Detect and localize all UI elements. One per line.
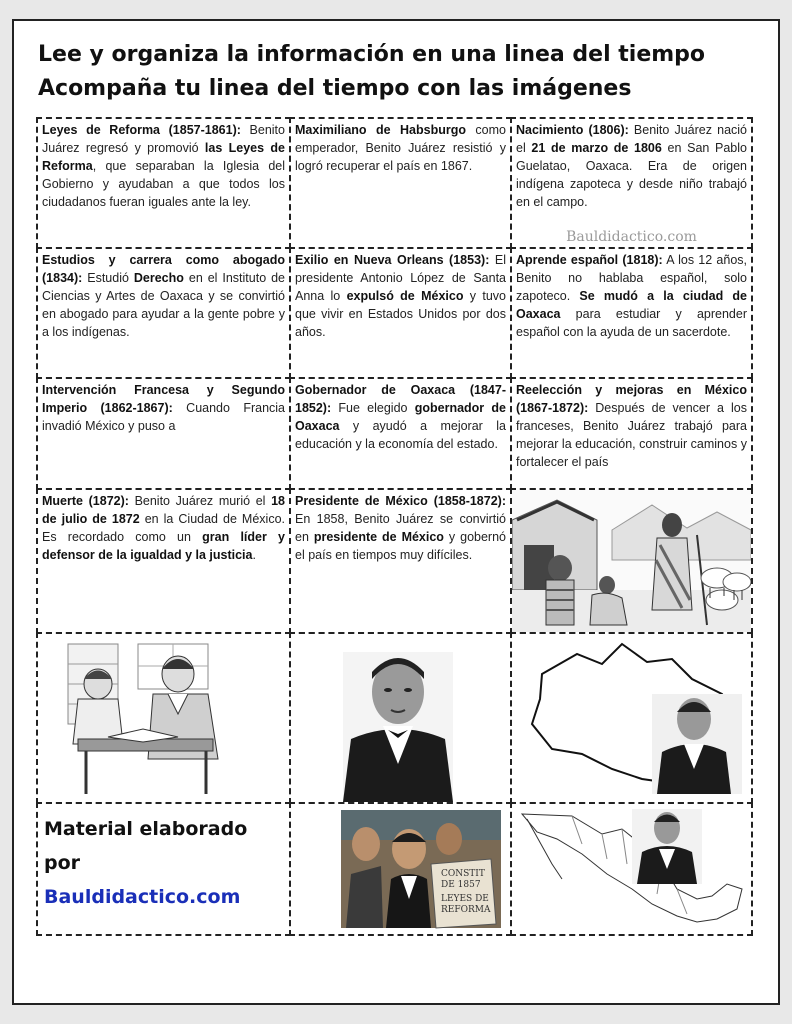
- cell-aprende-espanol: Aprende español (1818): A los 12 años, Benito no hablaba español, solo zapoteco. Se mudó a la ciudad de Oaxaca para estudiar y aprender español con la ayuda de un sacerdote.: [510, 247, 753, 379]
- study-scene-illustration: [38, 634, 289, 802]
- cell-nacimiento: Nacimiento (1806): Benito Juárez nació el 21 de marzo de 1806 en San Pablo Guelatao, Oaxaca. Era de origen indígena zapoteca y desde niño trabajó en el campo. Bauldidactico.com: [510, 117, 753, 249]
- page-title: [38, 38, 758, 106]
- cell-intervencion: Intervención Francesa y Segundo Imperio (1862-1867): Cuando Francia invadió México y puso a: [36, 377, 291, 490]
- painting-text-4: REFORMA: [441, 905, 491, 915]
- painting-text-2: DE 1857: [441, 880, 481, 890]
- cell-image-mexico-map: [510, 802, 753, 936]
- credit-link[interactable]: Bauldidactico.com: [44, 886, 241, 908]
- cell-presidente: Presidente de México (1858-1872): En 1858, Benito Juárez se convirtió en presidente de México y gobernó el país en tiempos muy difíciles.: [289, 488, 512, 634]
- cell-reeleccion: Reelección y mejoras en México (1867-1872): Después de vencer a los franceses, Benito Juárez trabajó para mejorar la educación, construir caminos y fortalecer el país: [510, 377, 753, 490]
- juarez-portrait: [291, 634, 510, 802]
- cell-estudios: Estudios y carrera como abogado (1834): Estudió Derecho en el Instituto de Ciencias y Artes de Oaxaca y se convirtió en abogado para ayudar a la gente pobre y a los indígenas.: [36, 247, 291, 379]
- mexico-map-illustration: [512, 804, 751, 934]
- cell-credit: [36, 802, 291, 936]
- reforma-painting: [291, 804, 510, 934]
- painting-text-1: CONSTIT: [441, 869, 485, 879]
- cell-leyes-reforma: Leyes de Reforma (1857-1861): Benito Juárez regresó y promovió las Leyes de Reforma, que separaban la Iglesia del Gobierno y ayudaban a que todos los ciudadanos fueran iguales ante la ley.: [36, 117, 291, 249]
- timeline-grid: [36, 117, 753, 936]
- painting-text-3: LEYES DE: [441, 894, 489, 904]
- cell-image-portrait: [289, 632, 512, 804]
- cell-exilio: Exilio en Nueva Orleans (1853): El presidente Antonio López de Santa Anna lo expulsó de México y tuvo que vivir en Estados Unidos por dos años.: [289, 247, 512, 379]
- watermark: Bauldidactico.com: [566, 229, 697, 245]
- cell-gobernador: Gobernador de Oaxaca (1847-1852): Fue elegido gobernador de Oaxaca y ayudó a mejorar la educación y la economía del estado.: [289, 377, 512, 490]
- cell-maximiliano: Maximiliano de Habsburgo como emperador, Benito Juárez resistió y logró recuperar el país en 1867.: [289, 117, 512, 249]
- credit-line-2: por: [44, 852, 81, 874]
- cell-image-study: [36, 632, 291, 804]
- cell-image-childhood-farm: [510, 488, 753, 634]
- farm-scene-illustration: [512, 490, 751, 632]
- cell-muerte: Muerte (1872): Benito Juárez murió el 18 de julio de 1872 en la Ciudad de México. Es recordado como un gran líder y defensor de la igualdad y la justicia.: [36, 488, 291, 634]
- title-line-1: Lee y organiza la información en una linea del tiempo: [38, 42, 706, 67]
- cell-image-reforma-painting: [289, 802, 512, 936]
- title-line-2: Acompaña tu linea del tiempo con las imágenes: [38, 76, 632, 101]
- credit-line-1: Material elaborado: [44, 818, 248, 840]
- cell-image-oaxaca-map: [510, 632, 753, 804]
- oaxaca-map-illustration: [512, 634, 751, 802]
